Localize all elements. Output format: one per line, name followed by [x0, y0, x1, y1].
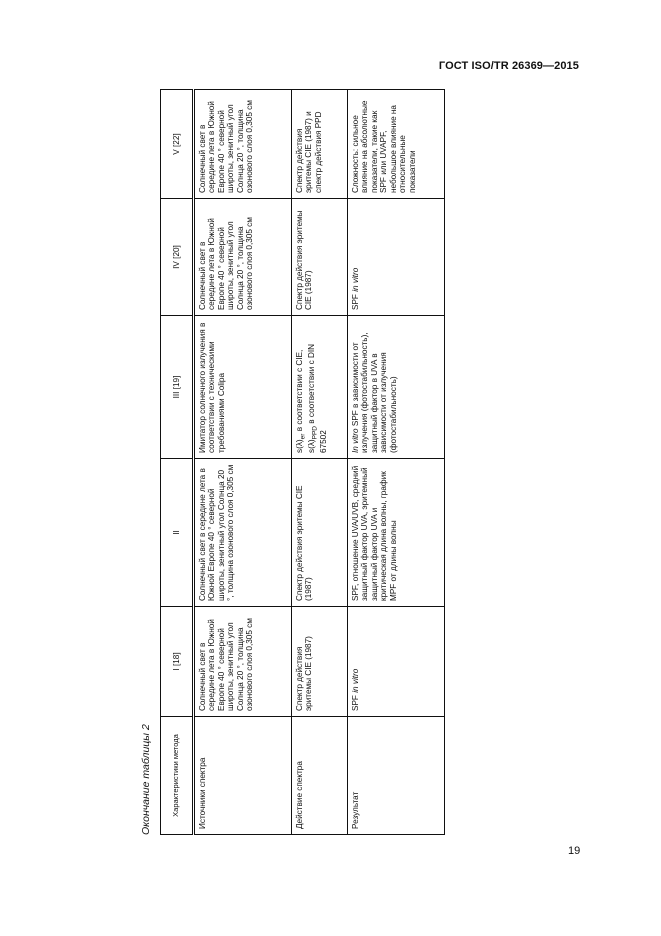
table-cell: Солнечный свет в середине лета в Южной Европе 40 ° северной широты, зенитный угол Солнца 20 °, толщина озонового слоя 0,305 см	[194, 90, 292, 199]
ppd-spectrum-line	[307, 321, 329, 453]
table-cell: Имитатор солнечного излучения в соответствии с техническими требованиями Colipa	[194, 316, 292, 459]
column-header-method-2: II	[161, 459, 194, 607]
table-cell	[348, 316, 445, 459]
erythema-spectrum-line	[295, 321, 307, 453]
table-cell: Сложность: сильное влияние на абсолютные показатели, такие как SPF или UVAPF, небольшое влияние на относительные показатели	[348, 90, 445, 199]
in-vitro-text: In vitro	[351, 428, 360, 453]
table-cell: Спектр действия эритемы CIE (1987) и спектр действия PPD	[292, 90, 348, 199]
table-cell	[292, 316, 348, 459]
in-vitro-text: in vitro	[351, 267, 360, 292]
column-header-characteristics: Характеристики метода	[161, 717, 194, 835]
column-header-method-5: V [22]	[161, 90, 194, 199]
in-vitro-text: in vitro	[351, 668, 360, 693]
spf-text: SPF	[351, 692, 360, 711]
column-header-method-4: IV [20]	[161, 199, 194, 316]
table-cell	[348, 199, 445, 316]
table-cell: Спектр действия эритемы CIE (1987)	[292, 199, 348, 316]
table-row	[348, 90, 445, 835]
table-caption: Окончание таблицы 2	[140, 724, 152, 835]
method-characteristics-table	[160, 89, 445, 835]
table-header-row	[161, 90, 194, 835]
row-header-spectrum-sources: Источники спектра	[194, 717, 292, 835]
s-lambda-symbol: s(λ)	[307, 439, 317, 453]
table-row	[292, 90, 348, 835]
table-cell: Солнечный свет в середине лета в Южной Европе 40 ° северной широты, зенитный угол Солнца 20 °, толщина озонового слоя 0,305 см	[194, 199, 292, 316]
ppd-spectrum-text: в соответствии с DIN 67502	[307, 343, 329, 453]
s-lambda-symbol: s(λ)	[295, 439, 304, 453]
ppd-subscript: PPD	[311, 425, 319, 440]
row-header-result: Результат	[348, 717, 445, 835]
column-header-method-1: I [18]	[161, 607, 194, 717]
table-cell: Солнечный свет в середине лета в Южной Европе 40 ° северной широты, зенитный угол Солнца 20 °, толщина озонового слоя 0,305 см	[194, 607, 292, 717]
table-cell	[348, 607, 445, 717]
result-text: SPF в зависимости от излучения (фотостабильность), защитный фактор в UVA в зависимости от излучения (фотостабильность)	[351, 332, 398, 453]
rotated-table-container	[140, 90, 445, 835]
document-code-header: ГОСТ ISO/TR 26369—2015	[438, 60, 579, 72]
erythema-spectrum-text: в соответствии с CIE,	[295, 349, 304, 434]
row-header-action-spectrum: Действие спектра	[292, 717, 348, 835]
table-row	[194, 90, 292, 835]
er-subscript: er	[299, 433, 307, 440]
table-cell: Спектр действия эритемы CIE (1987)	[292, 607, 348, 717]
page-number: 19	[568, 845, 581, 857]
column-header-method-3: III [19]	[161, 316, 194, 459]
table-cell: Спектр действия эритемы CIE (1987)	[292, 459, 348, 607]
table-cell: Солнечный свет в середине лета в Южной Европе 40 ° северной широты, зенитный угол Солнца 20 °, толщина озонового слоя 0,305 см	[194, 459, 292, 607]
spf-text: SPF	[351, 291, 360, 310]
table-cell: SPF, отношение UVA/UVB, средний защитный фактор UVA, эритемный защитный фактор UVA и критическая длина волны, график MPF от длины волны	[348, 459, 445, 607]
